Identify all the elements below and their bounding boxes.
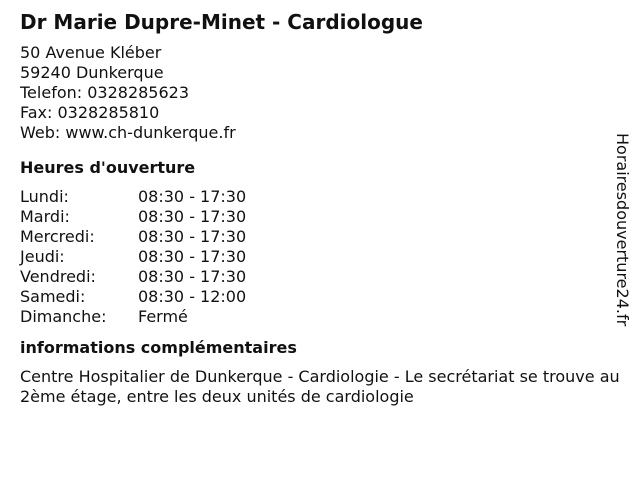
- hours-row-sunday: [20, 307, 620, 327]
- hours-row-tuesday: [20, 207, 620, 227]
- business-name: Dr Marie Dupre-Minet - Cardiologue: [20, 10, 423, 34]
- street-address: 50 Avenue Kléber: [20, 43, 162, 62]
- hours-row-saturday: [20, 287, 620, 307]
- hours-day: Lundi:: [20, 187, 69, 206]
- hours-time: Fermé: [138, 307, 188, 326]
- contact-block: [20, 43, 620, 143]
- hours-time: 08:30 - 17:30: [138, 247, 247, 266]
- business-card: [20, 8, 620, 407]
- site-watermark: Horairesdouverture24.fr: [613, 133, 632, 327]
- info-title: informations complémentaires: [20, 338, 297, 357]
- city-address: 59240 Dunkerque: [20, 63, 164, 82]
- hours-time: 08:30 - 17:30: [138, 187, 247, 206]
- hours-time: 08:30 - 17:30: [138, 227, 247, 246]
- hours-day: Dimanche:: [20, 307, 107, 326]
- hours-row-wednesday: [20, 227, 620, 247]
- hours-day: Samedi:: [20, 287, 86, 306]
- hours-row-thursday: [20, 247, 620, 267]
- hours-table: [20, 187, 620, 327]
- hours-day: Vendredi:: [20, 267, 96, 286]
- hours-row-monday: [20, 187, 620, 207]
- hours-time: 08:30 - 17:30: [138, 267, 247, 286]
- hours-day: Jeudi:: [20, 247, 65, 266]
- fax-number: Fax: 0328285810: [20, 103, 160, 122]
- website-link[interactable]: Web: www.ch-dunkerque.fr: [20, 123, 236, 142]
- hours-day: Mardi:: [20, 207, 70, 226]
- phone-number: Telefon: 0328285623: [20, 83, 190, 102]
- hours-day: Mercredi:: [20, 227, 95, 246]
- hours-time: 08:30 - 12:00: [138, 287, 247, 306]
- hours-time: 08:30 - 17:30: [138, 207, 247, 226]
- hours-row-friday: [20, 267, 620, 287]
- hours-title: Heures d'ouverture: [20, 158, 196, 177]
- info-text: Centre Hospitalier de Dunkerque - Cardiologie - Le secrétariat se trouve au 2ème étage, entre les deux unités de cardiologie: [20, 367, 620, 406]
